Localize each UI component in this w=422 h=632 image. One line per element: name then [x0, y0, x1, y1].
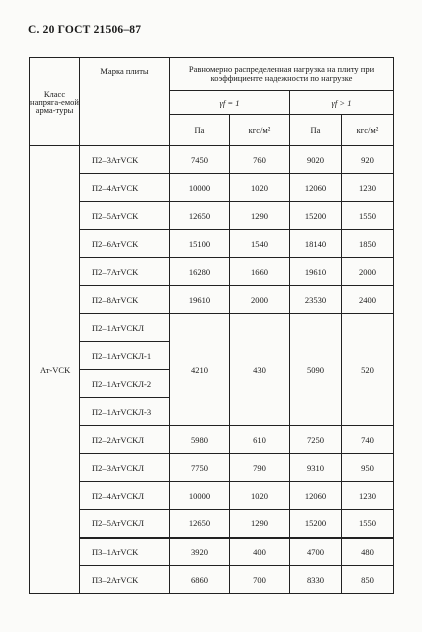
mark-cell: П2–5АтVCK [80, 202, 170, 230]
mark-cell: П2–4АтVCKЛ [80, 482, 170, 510]
value-cell: 1020 [230, 174, 290, 202]
mark-cell: П2–1АтVCKЛ [80, 314, 170, 342]
value-cell: 740 [342, 426, 394, 454]
value-cell: 10000 [170, 174, 230, 202]
header-mark: Марка плиты [80, 58, 170, 146]
value-cell: 1540 [230, 230, 290, 258]
value-cell: 2000 [230, 286, 290, 314]
class-cell: Ат-VCK [30, 146, 80, 594]
table-row [30, 482, 394, 510]
value-cell: 9310 [290, 454, 342, 482]
header-unit-pa: Па [290, 115, 342, 146]
header-unit-pa: Па [170, 115, 230, 146]
value-cell: 6860 [170, 566, 230, 594]
table-row [30, 426, 394, 454]
value-cell: 760 [230, 146, 290, 174]
value-cell: 15200 [290, 202, 342, 230]
table-row [30, 566, 394, 594]
value-cell: 400 [230, 538, 290, 566]
mark-cell: П2–1АтVCKЛ-3 [80, 398, 170, 426]
mark-cell: П2–7АтVCK [80, 258, 170, 286]
table-row [30, 230, 394, 258]
mark-cell: П2–8АтVCK [80, 286, 170, 314]
header-gamma-eq: γf = 1 [170, 91, 290, 115]
value-cell: 19610 [170, 286, 230, 314]
header-class: Класс напряга-емой арма-туры [30, 58, 80, 146]
value-cell: 1290 [230, 510, 290, 538]
mark-cell: П3–2АтVCK [80, 566, 170, 594]
value-cell: 1660 [230, 258, 290, 286]
value-cell: 4700 [290, 538, 342, 566]
value-cell: 18140 [290, 230, 342, 258]
table-row [30, 454, 394, 482]
table-row [30, 174, 394, 202]
mark-cell: П2–4АтVCK [80, 174, 170, 202]
value-cell: 12650 [170, 202, 230, 230]
value-cell: 520 [342, 314, 394, 426]
value-cell: 2000 [342, 258, 394, 286]
mark-cell: П2–1АтVCKЛ-1 [80, 342, 170, 370]
mark-cell: П3–1АтVCK [80, 538, 170, 566]
header-gamma-gt: γf > 1 [290, 91, 394, 115]
value-cell: 5980 [170, 426, 230, 454]
value-cell: 480 [342, 538, 394, 566]
value-cell: 1550 [342, 510, 394, 538]
value-cell: 1230 [342, 482, 394, 510]
table-row [30, 286, 394, 314]
value-cell: 15100 [170, 230, 230, 258]
value-cell: 950 [342, 454, 394, 482]
header-load: Равномерно распределенная нагрузка на плиту при коэффициенте надежности по нагрузке [170, 58, 394, 91]
mark-cell: П2–5АтVCKЛ [80, 510, 170, 538]
value-cell: 5090 [290, 314, 342, 426]
value-cell: 920 [342, 146, 394, 174]
table-row [30, 202, 394, 230]
value-cell: 12060 [290, 174, 342, 202]
value-cell: 19610 [290, 258, 342, 286]
value-cell: 1850 [342, 230, 394, 258]
mark-cell: П2–3АтVCK [80, 146, 170, 174]
mark-cell: П2–1АтVCKЛ-2 [80, 370, 170, 398]
value-cell: 430 [230, 314, 290, 426]
value-cell: 1290 [230, 202, 290, 230]
mark-cell: П2–2АтVCKЛ [80, 426, 170, 454]
table-row [30, 510, 394, 538]
value-cell: 1550 [342, 202, 394, 230]
table-row [30, 146, 394, 174]
mark-cell: П2–3АтVCKЛ [80, 454, 170, 482]
table-row [30, 258, 394, 286]
value-cell: 610 [230, 426, 290, 454]
mark-cell: П2–6АтVCK [80, 230, 170, 258]
value-cell: 7450 [170, 146, 230, 174]
load-table [29, 57, 394, 594]
value-cell: 10000 [170, 482, 230, 510]
table-row [30, 314, 394, 342]
value-cell: 1230 [342, 174, 394, 202]
value-cell: 8330 [290, 566, 342, 594]
value-cell: 7750 [170, 454, 230, 482]
value-cell: 850 [342, 566, 394, 594]
value-cell: 23530 [290, 286, 342, 314]
value-cell: 2400 [342, 286, 394, 314]
table-row [30, 538, 394, 566]
value-cell: 9020 [290, 146, 342, 174]
table-body [30, 58, 394, 594]
value-cell: 12060 [290, 482, 342, 510]
value-cell: 790 [230, 454, 290, 482]
value-cell: 700 [230, 566, 290, 594]
header-unit-kgs: кгс/м² [342, 115, 394, 146]
value-cell: 4210 [170, 314, 230, 426]
value-cell: 1020 [230, 482, 290, 510]
page-header: С. 20 ГОСТ 21506–87 [28, 24, 142, 36]
value-cell: 16280 [170, 258, 230, 286]
value-cell: 3920 [170, 538, 230, 566]
value-cell: 7250 [290, 426, 342, 454]
value-cell: 12650 [170, 510, 230, 538]
value-cell: 15200 [290, 510, 342, 538]
header-unit-kgs: кгс/м² [230, 115, 290, 146]
